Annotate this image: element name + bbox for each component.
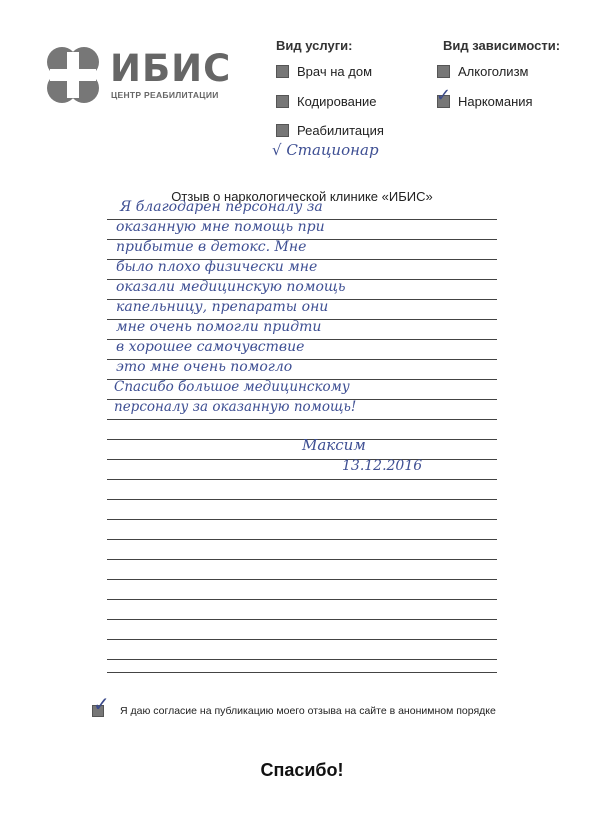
logo-cross-icon [40,42,106,108]
ruled-line [107,579,497,580]
ruled-line [107,619,497,620]
addiction-option-alcoholism[interactable]: Алкоголизм [437,64,528,79]
handwritten-checkmark-icon: ✓ [93,692,110,716]
checkbox[interactable] [437,65,450,78]
review-line: прибытие в детокс. Мне [116,239,307,255]
checkbox[interactable] [276,65,289,78]
checkbox-checked[interactable] [436,85,452,108]
handwritten-checkmark-icon: ✓ [436,85,452,106]
review-line: капельницу, препараты они [116,299,329,315]
review-line: это мне очень помогло [116,359,293,375]
service-option-coding[interactable]: Кодирование [276,94,377,109]
ruled-line [107,639,497,640]
consent-checkbox[interactable] [92,692,110,717]
review-line: оказали медицинскую помощь [116,279,346,295]
ruled-line [107,479,497,480]
ruled-line [107,519,497,520]
ibis-logo [40,42,230,108]
ruled-line [107,419,497,420]
review-line: Спасибо большое медицинскому [114,379,350,395]
review-line: в хорошее самочувствие [116,339,305,355]
ruled-line [107,499,497,500]
consent-label: Я даю согласие на публикацию моего отзыва на сайте в анонимном порядке [120,705,496,717]
service-option-rehab[interactable]: Реабилитация [276,123,384,138]
signature: Максим [302,436,366,454]
logo-name: ИБИС [110,47,232,90]
consent-row[interactable] [92,692,496,717]
review-line: персоналу за оказанную помощь! [114,399,357,415]
addiction-heading: Вид зависимости: [443,38,561,53]
ruled-line [107,559,497,560]
review-line: Я благодарен персоналу за [120,199,323,215]
thanks-text: Спасибо! [260,760,344,780]
review-line: оказанную мне помощь при [116,219,325,235]
ruled-line [107,539,497,540]
service-heading: Вид услуги: [276,38,353,53]
review-line: мне очень помогли придти [116,319,322,335]
ruled-line [107,599,497,600]
ruled-line [107,659,497,660]
ruled-line [107,459,497,460]
review-date: 13.12.2016 [342,458,423,474]
service-option-home-doctor[interactable]: Врач на дом [276,64,372,79]
logo-subtitle: ЦЕНТР РЕАБИЛИТАЦИИ [111,90,219,100]
form-title: Отзыв о наркологической клинике «ИБИС» [171,189,433,204]
handwritten-inpatient: √ Стационар [272,141,379,159]
checkbox[interactable] [276,124,289,137]
ruled-line [107,672,497,673]
checkbox[interactable] [276,95,289,108]
review-line: было плохо физически мне [116,259,318,275]
addiction-option-drugs[interactable]: ✓ Наркомания [436,85,533,109]
